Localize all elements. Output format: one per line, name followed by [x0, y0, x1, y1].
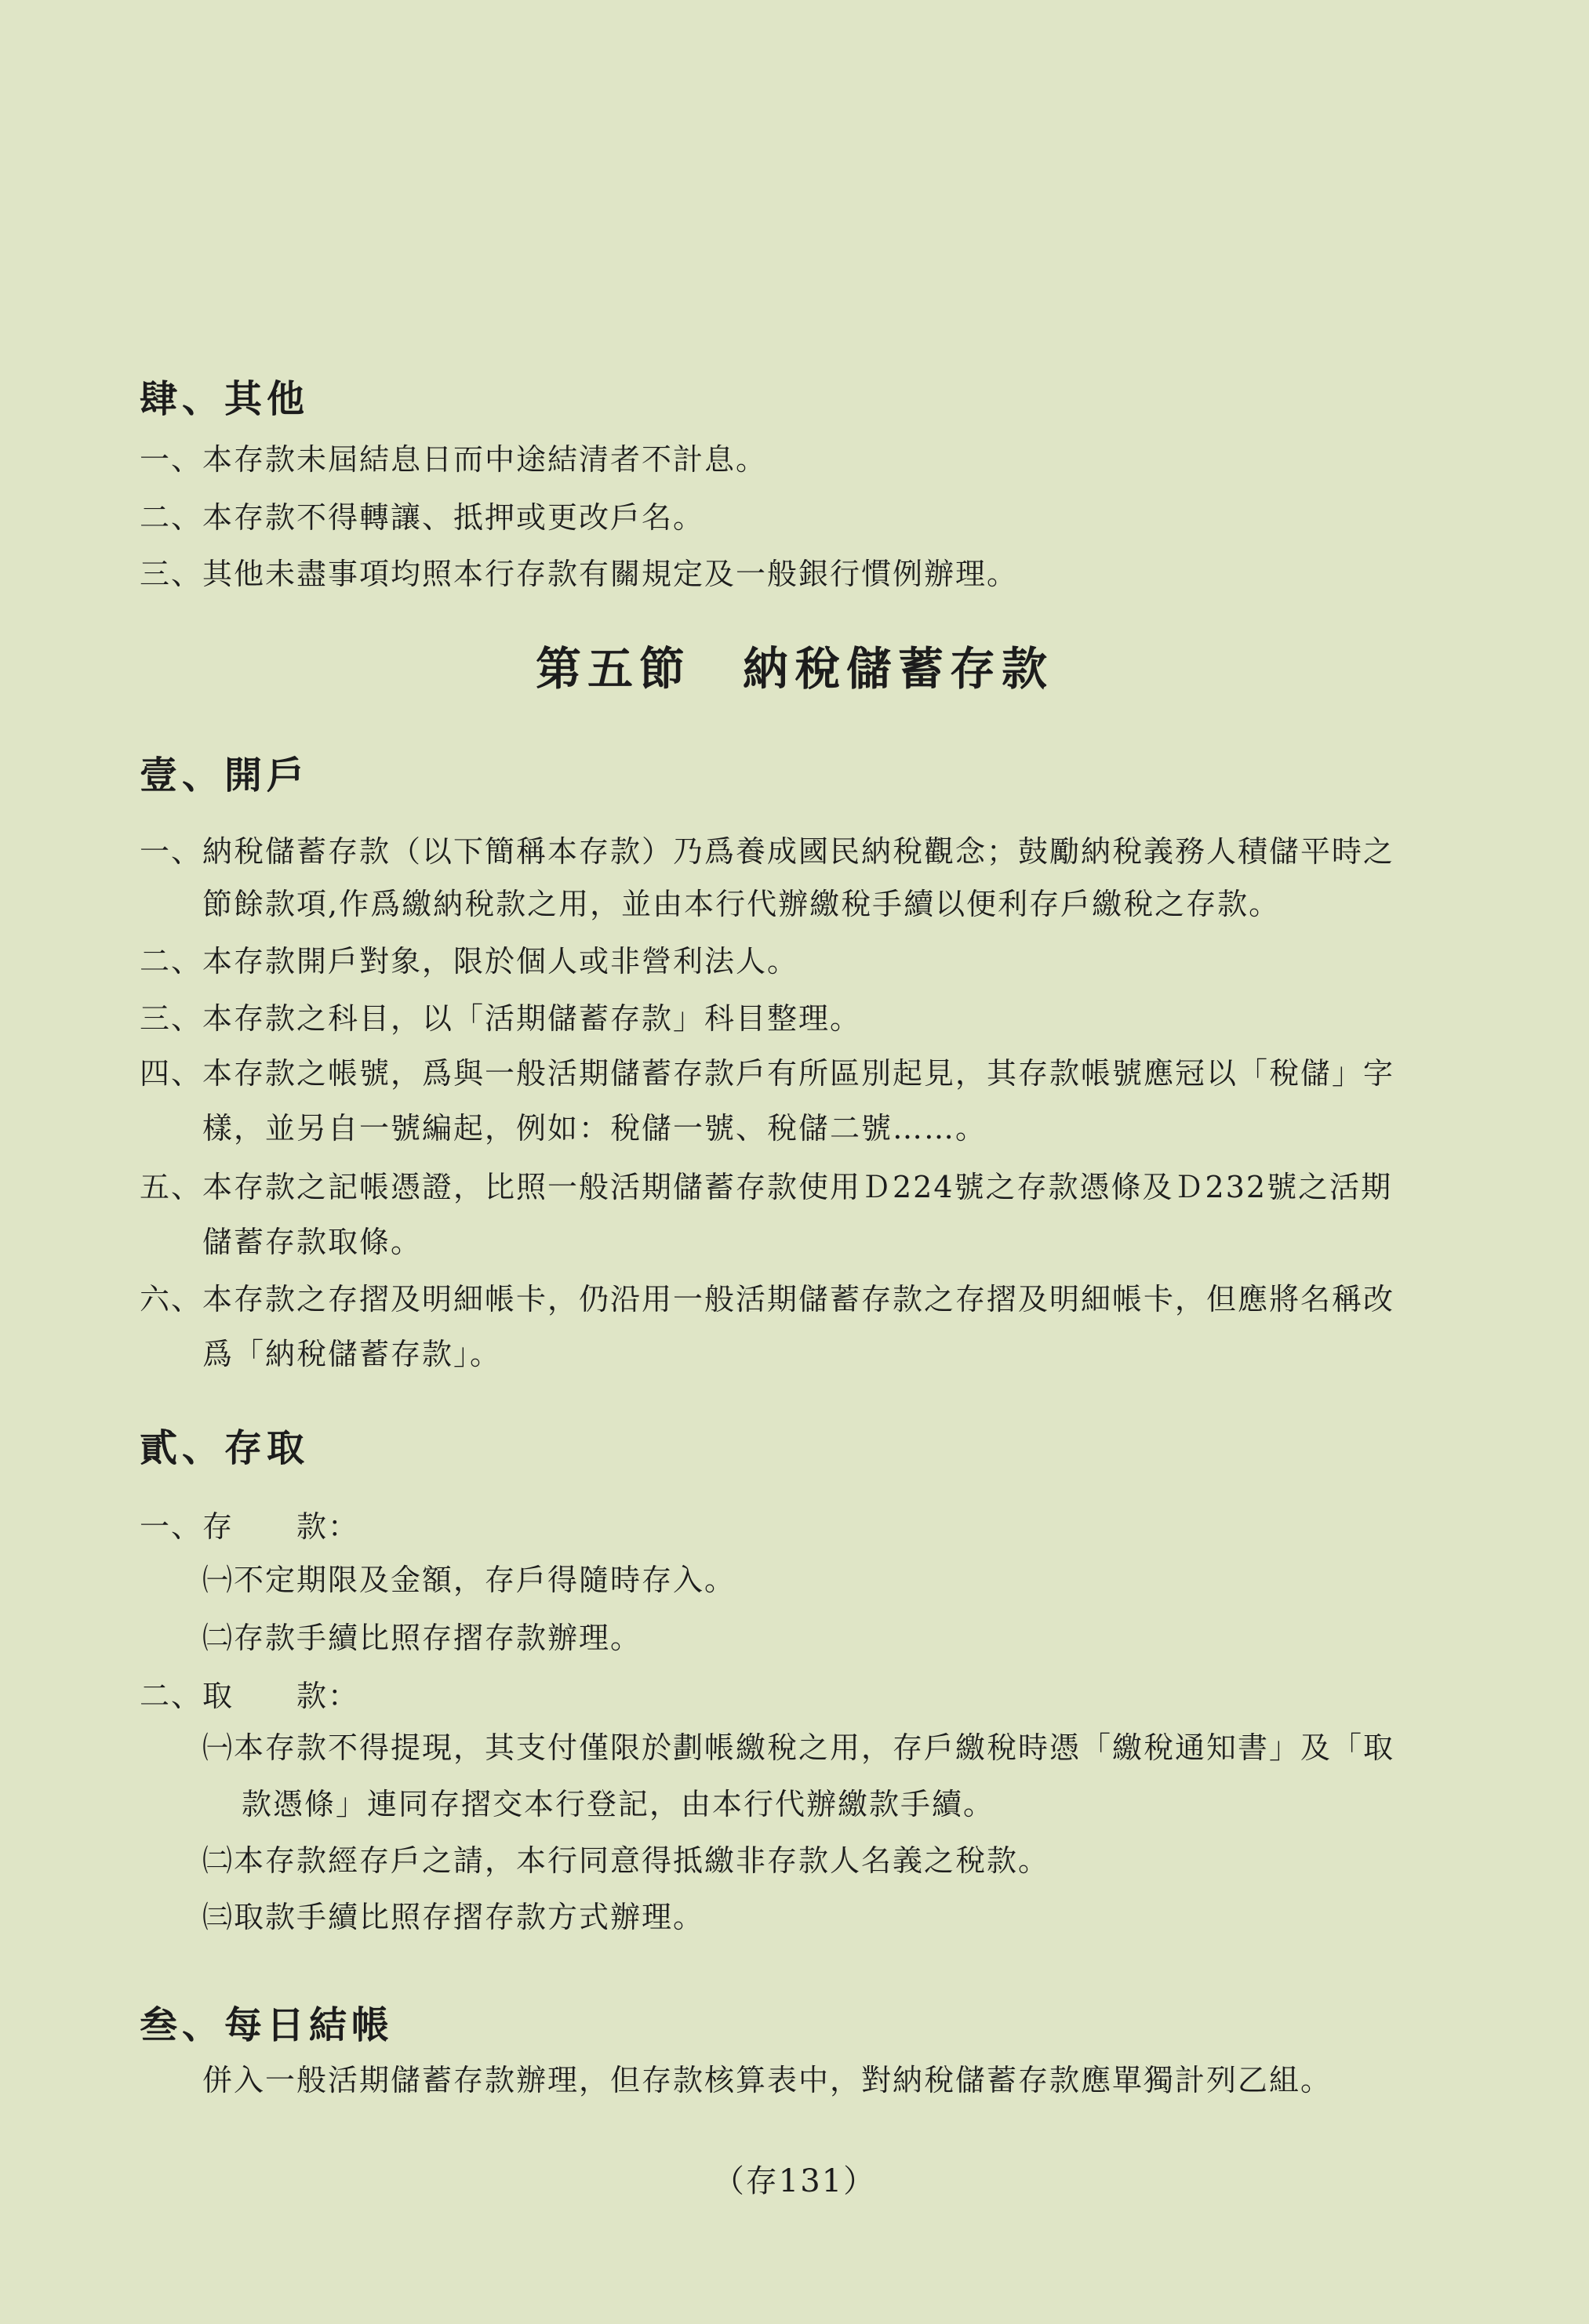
part2-line-4: 二、取 款： — [140, 1679, 360, 1713]
part2-line-6: 款憑條」連同存摺交本行登記，由本行代辦繳款手續。 — [242, 1787, 995, 1821]
chapter-title: 第五節 納稅儲蓄存款 — [535, 642, 1053, 695]
part1-line-1: 一、納稅儲蓄存款（以下簡稱本存款）乃爲養成國民納稅觀念；鼓勵納稅義務人積儲平時之 — [140, 834, 1395, 869]
part2-heading: 貳、存取 — [140, 1426, 310, 1470]
part2-line-8: ㈢取款手續比照存摺存款方式辦理。 — [202, 1900, 705, 1934]
part2-line-3: ㈡存款手續比照存摺存款辦理。 — [202, 1621, 642, 1655]
part2-line-5: ㈠本存款不得提現，其支付僅限於劃帳繳稅之用，存戶繳稅時憑「繳稅通知書」及「取 — [202, 1730, 1395, 1765]
section4-item-3: 三、其他未盡事項均照本行存款有關規定及一般銀行慣例辦理。 — [140, 557, 1019, 591]
part1-line-7: 五、本存款之記帳憑證，比照一般活期儲蓄存款使用Ｄ224號之存款憑條及Ｄ232號之活期 — [140, 1170, 1393, 1204]
section4-item-1: 一、本存款未屆結息日而中途結清者不計息。 — [140, 442, 768, 477]
part2-line-2: ㈠不定期限及金額，存戶得隨時存入。 — [202, 1563, 736, 1597]
part1-line-8: 儲蓄存款取條。 — [202, 1225, 423, 1259]
part3-line-1: 併入一般活期儲蓄存款辦理，但存款核算表中，對納稅儲蓄存款應單獨計列乙組。 — [202, 2063, 1333, 2097]
part2-line-1: 一、存 款： — [140, 1509, 360, 1544]
part1-line-9: 六、本存款之存摺及明細帳卡，仍沿用一般活期儲蓄存款之存摺及明細帳卡，但應將名稱改 — [140, 1282, 1395, 1316]
page-number: （存131） — [712, 2163, 877, 2199]
part1-line-3: 二、本存款開戶對象，限於個人或非營利法人。 — [140, 944, 799, 979]
part3-heading: 叁、每日結帳 — [140, 2003, 395, 2047]
part2-line-7: ㈡本存款經存戶之請，本行同意得抵繳非存款人名義之稅款。 — [202, 1843, 1050, 1878]
part1-line-6: 樣，並另自一號編起，例如：稅儲一號、稅儲二號……。 — [202, 1111, 987, 1146]
section4-heading: 肆、其他 — [140, 377, 310, 421]
part1-heading: 壹、開戶 — [140, 753, 310, 797]
part1-line-10: 爲「納稅儲蓄存款」。 — [202, 1337, 502, 1371]
part1-line-2: 節餘款項,作爲繳納稅款之用，並由本行代辦繳稅手續以便利存戶繳稅之存款。 — [202, 887, 1281, 921]
part1-line-5: 四、本存款之帳號，爲與一般活期儲蓄存款戶有所區別起見，其存款帳號應冠以「稅儲」字 — [140, 1056, 1395, 1091]
section4-item-2: 二、本存款不得轉讓、抵押或更改戶名。 — [140, 500, 705, 535]
part1-line-4: 三、本存款之科目，以「活期儲蓄存款」科目整理。 — [140, 1001, 862, 1036]
